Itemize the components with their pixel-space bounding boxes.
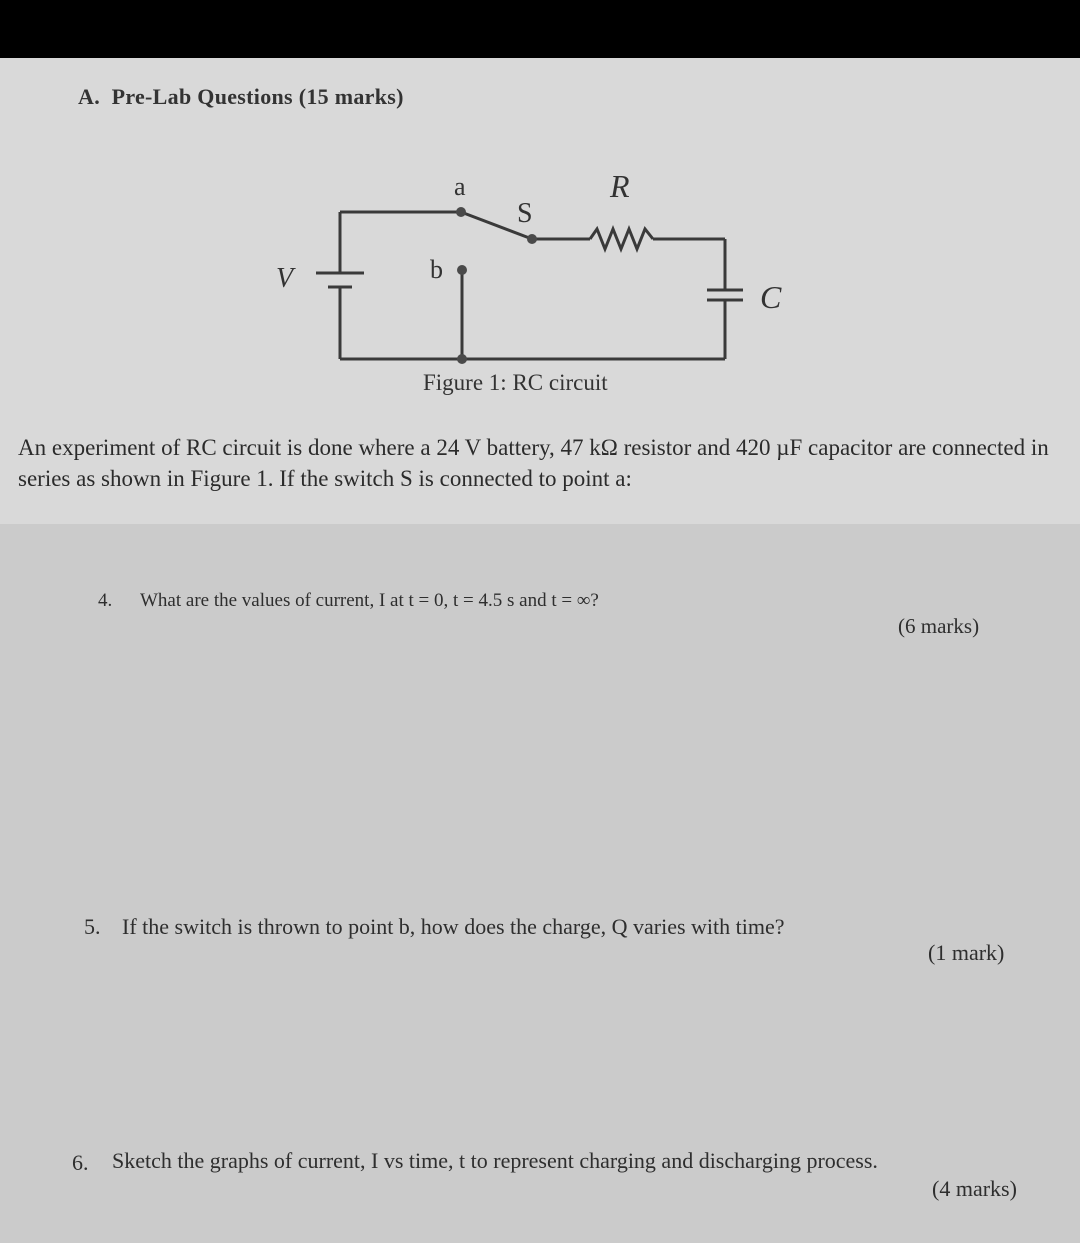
terminal-s — [527, 234, 537, 244]
label-r: R — [610, 168, 630, 204]
question-4-number: 4. — [98, 590, 113, 611]
question-6-marks: (4 marks) — [932, 1176, 1017, 1201]
figure-caption: Figure 1: RC circuit — [423, 370, 608, 395]
terminal-b — [457, 265, 467, 275]
label-v: V — [276, 263, 294, 294]
rc-circuit-diagram — [270, 165, 810, 375]
top-black-bar — [0, 0, 1080, 58]
question-4-marks: (6 marks) — [898, 614, 980, 638]
rc-circuit-figure — [270, 165, 810, 380]
question-6-text: Sketch the graphs of current, I vs time, t to represent charging and discharging process. — [112, 1148, 878, 1173]
label-a: a — [454, 172, 466, 201]
question-4-text: What are the values of current, I at t = 0, t = 4.5 s and t = ∞? — [140, 590, 599, 611]
label-b: b — [430, 255, 443, 284]
resistor-symbol — [590, 229, 653, 249]
question-5-marks: (1 mark) — [928, 940, 1005, 965]
question-5-number: 5. — [84, 914, 101, 939]
label-s: S — [517, 198, 533, 229]
terminal-a — [456, 207, 466, 217]
label-c: C — [760, 279, 782, 315]
junction-bottom — [457, 354, 467, 364]
intro-paragraph: An experiment of RC circuit is done where a 24 V battery, 47 kΩ resistor and 420 µF capacitor are connected in series as shown in Figure 1. If the switch S is connected to point a: — [18, 435, 1049, 491]
question-6-number: 6. — [72, 1150, 89, 1175]
section-title: A. Pre-Lab Questions (15 marks) — [78, 84, 404, 109]
question-5-text: If the switch is thrown to point b, how does the charge, Q varies with time? — [122, 914, 785, 939]
